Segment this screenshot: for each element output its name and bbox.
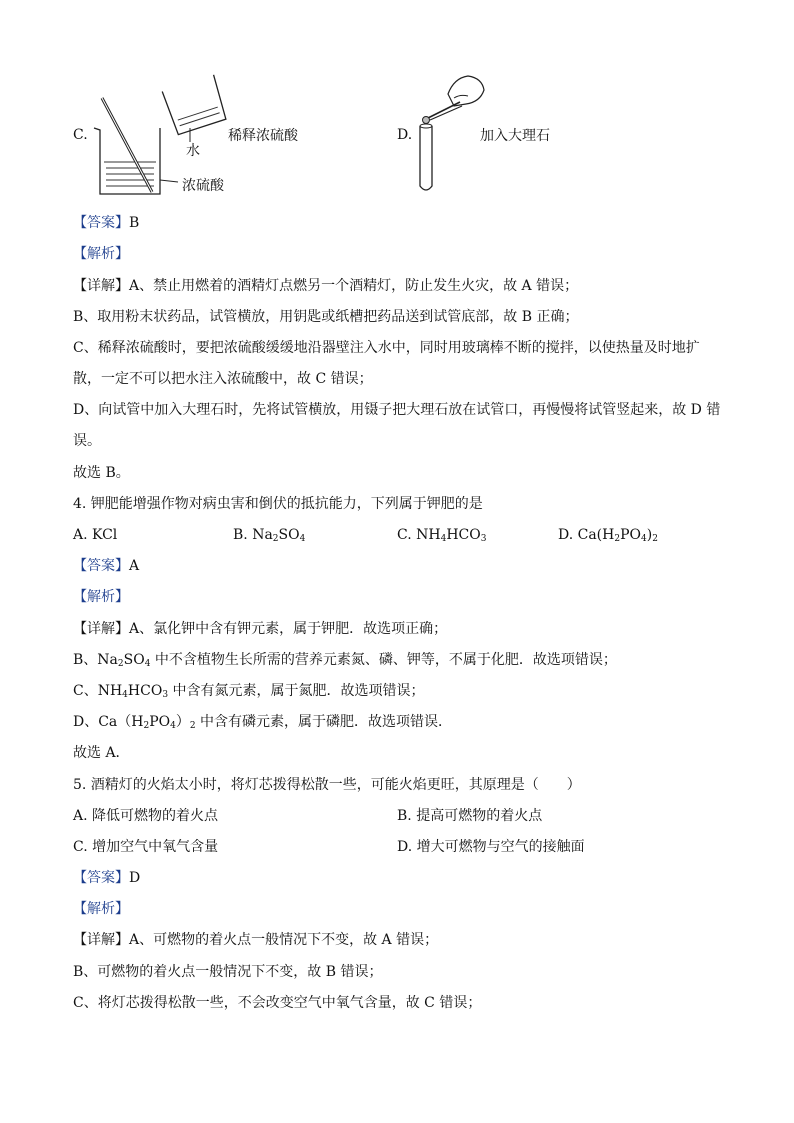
answer-tag: 【答案】 [73,558,129,574]
water-label: 水 [186,143,200,159]
option-c-letter: C. [73,127,88,143]
detail-text: A、可燃物的着火点一般情况下不变，故 A 错误； [129,932,439,948]
q4-line-d: D、$Ca(H_2PO_4)_2$ 中含有磷元素，属于磷肥．故选项错误． [73,714,453,731]
answer-value: D [129,870,141,886]
q5-detail-line [73,931,438,949]
q3-line-c: C、稀释浓硫酸时，要把浓硫酸缓缓地沿器壁注入水中，同时用玻璃棒不断的搅拌，以使热量及时地扩 [73,340,700,356]
answer-value: A [129,558,140,574]
q4-option-a: A. KCl [73,527,118,543]
detail-text: A、氯化钾中含有钾元素，属于钾肥．故选项正确； [129,621,448,637]
q3-line-d-cont: 误。 [73,433,101,449]
test-tube-tweezers-figure [410,68,490,198]
detail-text: A、禁止用燃着的酒精灯点燃另一个酒精灯，防止发生火灾，故 A 错误； [129,278,579,294]
q4-option-d: D. $Ca(H_2PO_4)_2$ [558,527,658,544]
q5-stem: 5. 酒精灯的火焰太小时，将灯芯拨得松散一些，可能火焰更旺，其原理是（ ） [73,777,581,793]
answer-tag: 【答案】 [73,215,129,231]
q4-option-c: C. $NH_4HCO_3$ [397,527,487,544]
q4-answer [73,557,139,575]
q3-line-c-cont: 散，一定不可以把水注入浓硫酸中，故 C 错误； [73,371,373,387]
add-marble-label: 加入大理石 [480,128,550,144]
q4-analysis-tag: 【解析】 [73,589,129,605]
pour-label: 稀释浓硫酸 [228,128,298,144]
q4-line-c: C、$NH_4HCO_3$ 中含有氮元素，属于氮肥．故选项错误； [73,683,425,700]
q3-answer [73,214,139,232]
q4-conclusion: 故选 A． [73,745,130,761]
q5-answer [73,869,140,887]
q4-line-b: B、$Na_2SO_4$ 中不含植物生长所需的营养元素氮、磷、钾等，不属于化肥．故选项错误； [73,652,617,669]
detail-tag: 【详解】 [73,621,129,637]
q4-stem: 4. 钾肥能增强作物对病虫害和倒伏的抵抗能力，下列属于钾肥的是 [73,496,483,512]
q3-line-d: D、向试管中加入大理石时，先将试管横放，用镊子把大理石放在试管口，再慢慢将试管竖起来，故 D 错 [73,402,721,418]
q5-analysis-tag: 【解析】 [73,901,129,917]
q5-option-c: C. 增加空气中氧气含量 [73,839,219,855]
q4-option-b: B. $Na_2SO_4$ [233,527,306,544]
q5-option-a: A. 降低可燃物的着火点 [73,808,219,824]
q5-option-d: D. 增大可燃物与空气的接触面 [397,839,585,855]
answer-tag: 【答案】 [73,870,129,886]
concentrated-acid-label: 浓硫酸 [182,178,224,194]
q5-option-b: B. 提高可燃物的着火点 [397,808,543,824]
q5-line-b: B、可燃物的着火点一般情况下不变，故 B 错误； [73,964,383,980]
detail-tag: 【详解】 [73,932,129,948]
q5-line-c: C、将灯芯拨得松散一些，不会改变空气中氧气含量，故 C 错误； [73,995,482,1011]
q3-conclusion: 故选 B。 [73,465,130,481]
q3-analysis-tag: 【解析】 [73,246,129,262]
detail-tag: 【详解】 [73,278,129,294]
q4-detail-line [73,620,447,638]
answer-value: B [129,215,140,231]
option-d-letter: D. [397,127,413,143]
q3-detail-line [73,277,578,295]
q3-line-b: B、取用粉末状药品，试管横放，用钥匙或纸槽把药品送到试管底部，故 B 正确； [73,309,579,325]
